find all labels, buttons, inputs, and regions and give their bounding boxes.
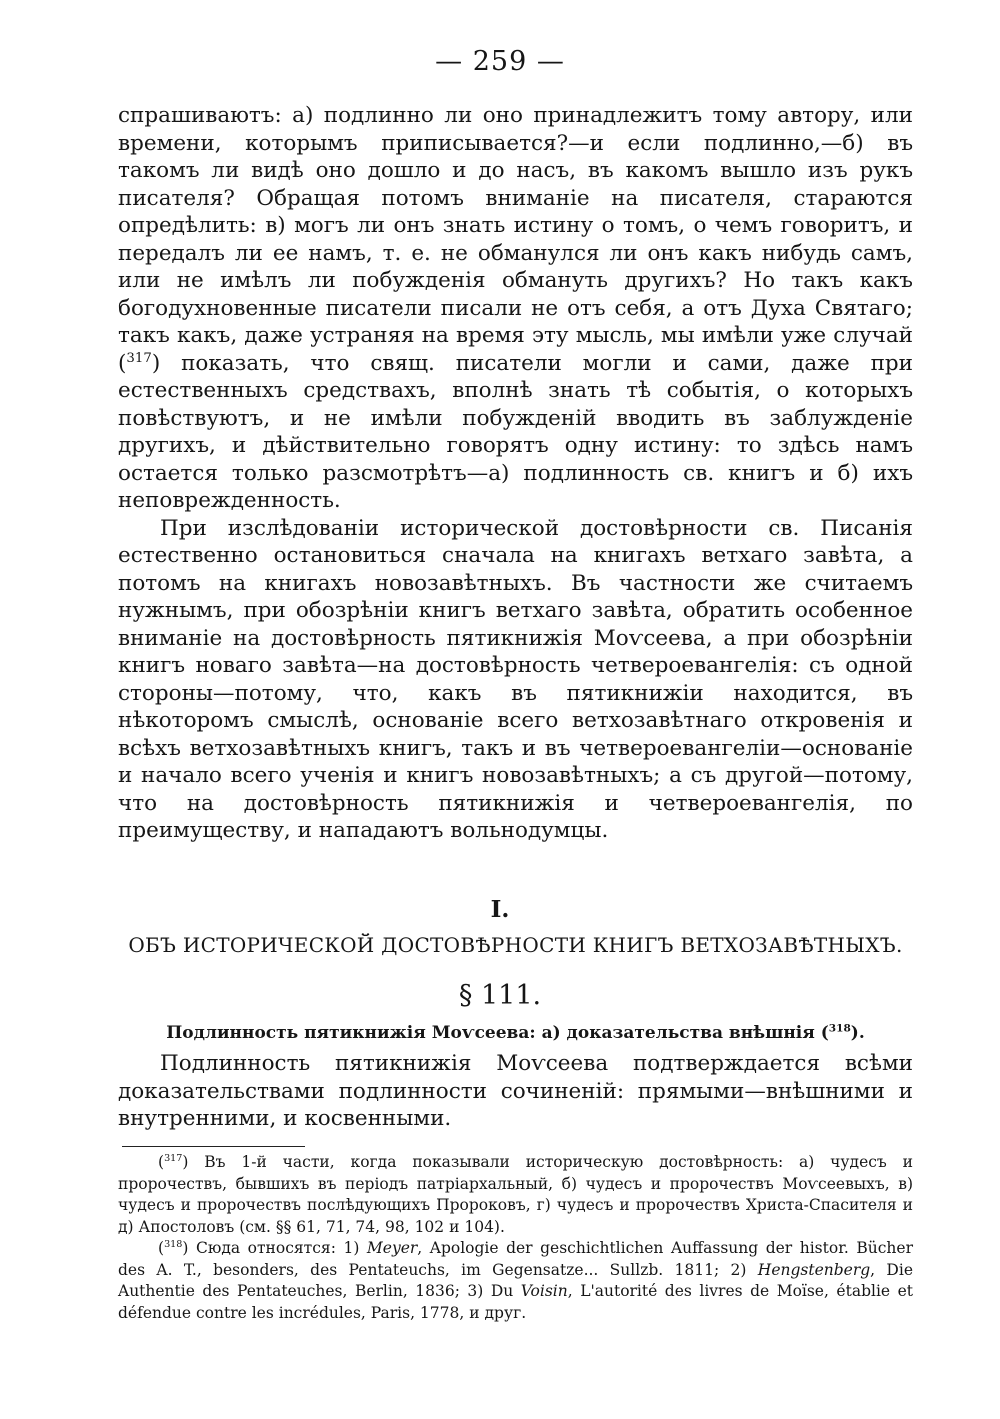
section-number: § 111.: [458, 980, 542, 1011]
section-paragraph: Подлинность пятикнижія Моѵсеева подтверждается всѣми доказательствами подлинности сочиненій: прямыми—внѣшними и внутренними, и косвенными.: [118, 1051, 913, 1131]
section-title-end: ).: [850, 1023, 865, 1043]
paragraph-2: При изслѣдованіи исторической достовѣрности св. Писанія естественно остановиться сначала на книгахъ ветхаго завѣта, а потомъ на книгахъ новозавѣтныхъ. Въ частности же считаемъ нужнымъ, при обозрѣніи книгъ ветхаго завѣта, обратить особенное вниманіе на достовѣрность пятикнижія Моѵсеева, а при обозрѣніи книгъ новаго завѣта—на достовѣрность четвероевангелія: съ одной стороны—потому, что, какъ въ пятикнижіи находится, въ нѣкоторомъ смыслѣ, основаніе всего ветхозавѣтнаго откровенія и всѣхъ ветхозавѣтныхъ книгъ, такъ и въ четвероевангеліи—основаніе и начало всего ученія и книгъ новозавѣтныхъ; а съ другой—потому, что на достовѣрность пятикнижія и четвероевангелія, по преимуществу, и нападаютъ вольнодумцы.: [118, 515, 913, 843]
footnote-318-text-b: , Apologie der geschichtlichen Auffassung der histor. Bücher des A. T., besonders, des Pentateuchs, im Gegensatze... Sullzb. 1811; 2): [118, 1239, 913, 1279]
footnote-317-marker: 317: [164, 1152, 183, 1164]
footnote-318-text-c: , Die Authentie des Pentateuches, Berlin, 1836; 3) Du: [118, 1260, 913, 1300]
paragraph-1-text-a: спрашиваютъ: а) подлинно ли оно принадлежитъ тому автору, или времени, которымъ приписывается?—и если подлинно,—б) въ такомъ ли видѣ оно дошло и до насъ, въ какомъ вышло изъ рукъ писателя? Обращая потомъ вниманіе на писателя, стараются опредѣлить: в) могъ ли онъ знать истину о томъ, о чемъ говоритъ, и передалъ ли ее намъ, т. е. не обманулся ли онъ какъ нибудь самъ, или не имѣлъ ли побужденія обмануть другихъ? Но такъ какъ богодухновенные писатели писали не отъ себя, а отъ Духа Святаго; такъ какъ, даже устраняя на время эту мысль, мы имѣли уже случай (: [118, 103, 913, 376]
author-voisin: Voisin: [520, 1282, 568, 1300]
section-title: [118, 1023, 913, 1043]
author-hengstenberg: Hengstenberg: [757, 1260, 871, 1279]
page-number: — 259 —: [435, 46, 565, 77]
author-meyer: Meyer: [366, 1239, 418, 1257]
section-title-text: Подлинность пятикнижія Моѵсеева: а) доказательства внѣшнія (: [166, 1023, 829, 1043]
footnote-317-text: Въ 1-й части, когда показывали историческую достовѣрность: а) чудесъ и пророчествъ, бывшихъ въ періодъ патріархальный, б) чудесъ и пророчествъ Моѵсеевыхъ, в) чудесъ и пророчествъ послѣдующихъ Пророковъ, г) чудесъ и пророчествъ Христа-Спасителя и д) Апостоловъ (см. §§ 61, 71, 74, 98, 102 и 104).: [118, 1153, 913, 1236]
footnote-318-text-d: , L'autorité des livres de Moïse, établie et défendue contre les incrédules, Paris, 1778, и друг.: [118, 1282, 913, 1322]
part-title: ОБЪ ИСТОРИЧЕСКОЙ ДОСТОВѢРНОСТИ КНИГЪ ВЕТХОЗАВѢТНЫХЪ.: [128, 933, 903, 957]
footnotes: [118, 1152, 913, 1324]
paragraph-1: [118, 102, 913, 515]
footnote-318-marker: 318: [164, 1238, 183, 1250]
paragraph-1-text-b: ) показать, что свящ. писатели могли и сами, даже при естественныхъ средствахъ, вполнѣ знать тѣ событія, о которыхъ повѣствуютъ, и не имѣли побужденій вводить въ заблужденіе другихъ, и дѣйствительно говорятъ одну истину: то здѣсь намъ остается только разсмотрѣтъ—а) подлинность св. книгъ и б) ихъ неповрежденность.: [118, 350, 913, 513]
footnote-318-text-a: Сюда относятся: 1): [195, 1239, 367, 1257]
footnote-divider: [122, 1146, 305, 1147]
part-number: I.: [490, 896, 510, 923]
footnote-318: ($^{318}$) Сюда относятся: 1) Meyer, Apologie der geschichtlichen Auffassung der histor. Bücher des A. T., besonders, des Pentateuchs, im Gegensatze... Sullzb. 1811; 2) Hengstenberg, Die Authentie des Pentateuches, Berlin, 1836; 3) Du Voisin, L'autorité des livres de Moïse, établie et défendue contre les incrédules, Paris, 1778, и друг.: [118, 1238, 913, 1322]
footnote-ref-317[interactable]: 317: [126, 350, 152, 366]
footnote-317: ($^{317}$) Въ 1-й части, когда показывали историческую достовѣрность: а) чудесъ и пророчествъ, бывшихъ въ періодъ патріархальный, б) чудесъ и пророчествъ Моѵсеевыхъ, в) чудесъ и пророчествъ послѣдующихъ Пророковъ, г) чудесъ и пророчествъ Христа-Спасителя и д) Апостоловъ (см. §§ 61, 71, 74, 98, 102 и 104).: [118, 1152, 913, 1236]
footnote-ref-318[interactable]: 318: [828, 1022, 851, 1035]
main-text: [118, 102, 913, 845]
section-text: [118, 1050, 913, 1133]
